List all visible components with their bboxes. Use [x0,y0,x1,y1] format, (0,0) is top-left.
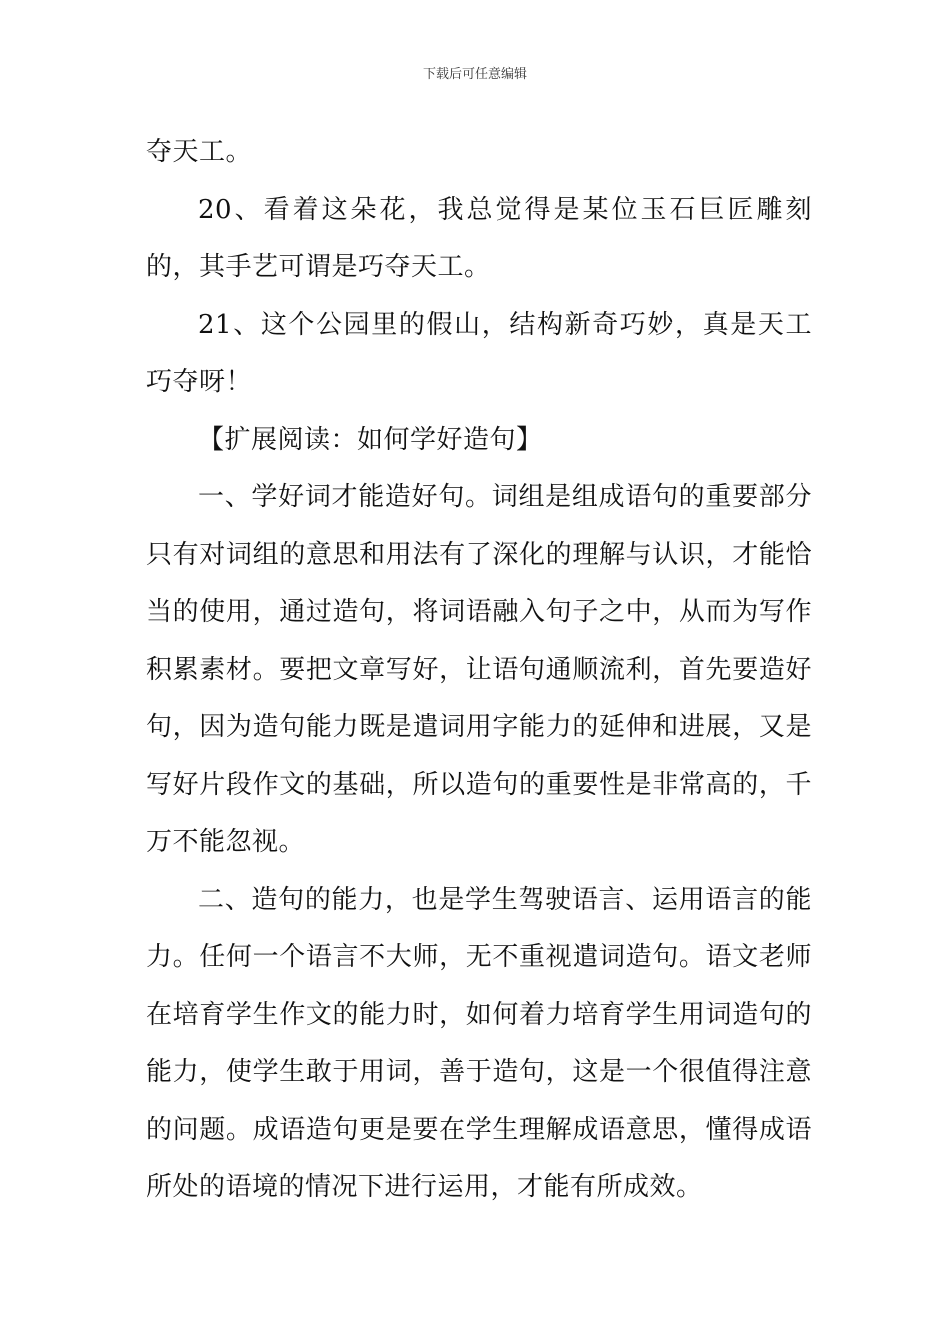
section-heading: 【扩展阅读：如何学好造句】 [198,424,543,455]
paragraph-item-21: 21、这个公园里的假山，结构新奇巧妙，真是天工巧夺呀！ [146,309,812,397]
paragraph-point-2: 二、造句的能力，也是学生驾驶语言、运用语言的能力。任何一个语言不大师，无不重视遣词造句。语文老师在培育学生作文的能力时，如何着力培育学生用词造句的能力，使学生敢于用词，善于造句，这是一个很值得注意的问题。成语造句更是要在学生理解成语意思，懂得成语所处的语境的情况下进行运用，才能有所成效。 [146,884,812,1202]
paragraph-continuation: 夺天工。 [146,137,253,167]
document-body [146,124,812,1217]
paragraph-item-20: 20、看着这朵花，我总觉得是某位玉石巨匠雕刻的，其手艺可谓是巧夺天工。 [146,194,812,282]
paragraph-point-1: 一、学好词才能造好句。词组是组成语句的重要部分只有对词组的意思和用法有了深化的理解与认识，才能恰当的使用，通过造句，将词语融入句子之中，从而为写作积累素材。要把文章写好，让语句通顺流利，首先要造好句，因为造句能力既是遣词用字能力的延伸和进展，又是写好片段作文的基础，所以造句的重要性是非常高的，千万不能忽视。 [146,482,812,857]
header-note: 下载后可任意编辑 [422,67,527,82]
